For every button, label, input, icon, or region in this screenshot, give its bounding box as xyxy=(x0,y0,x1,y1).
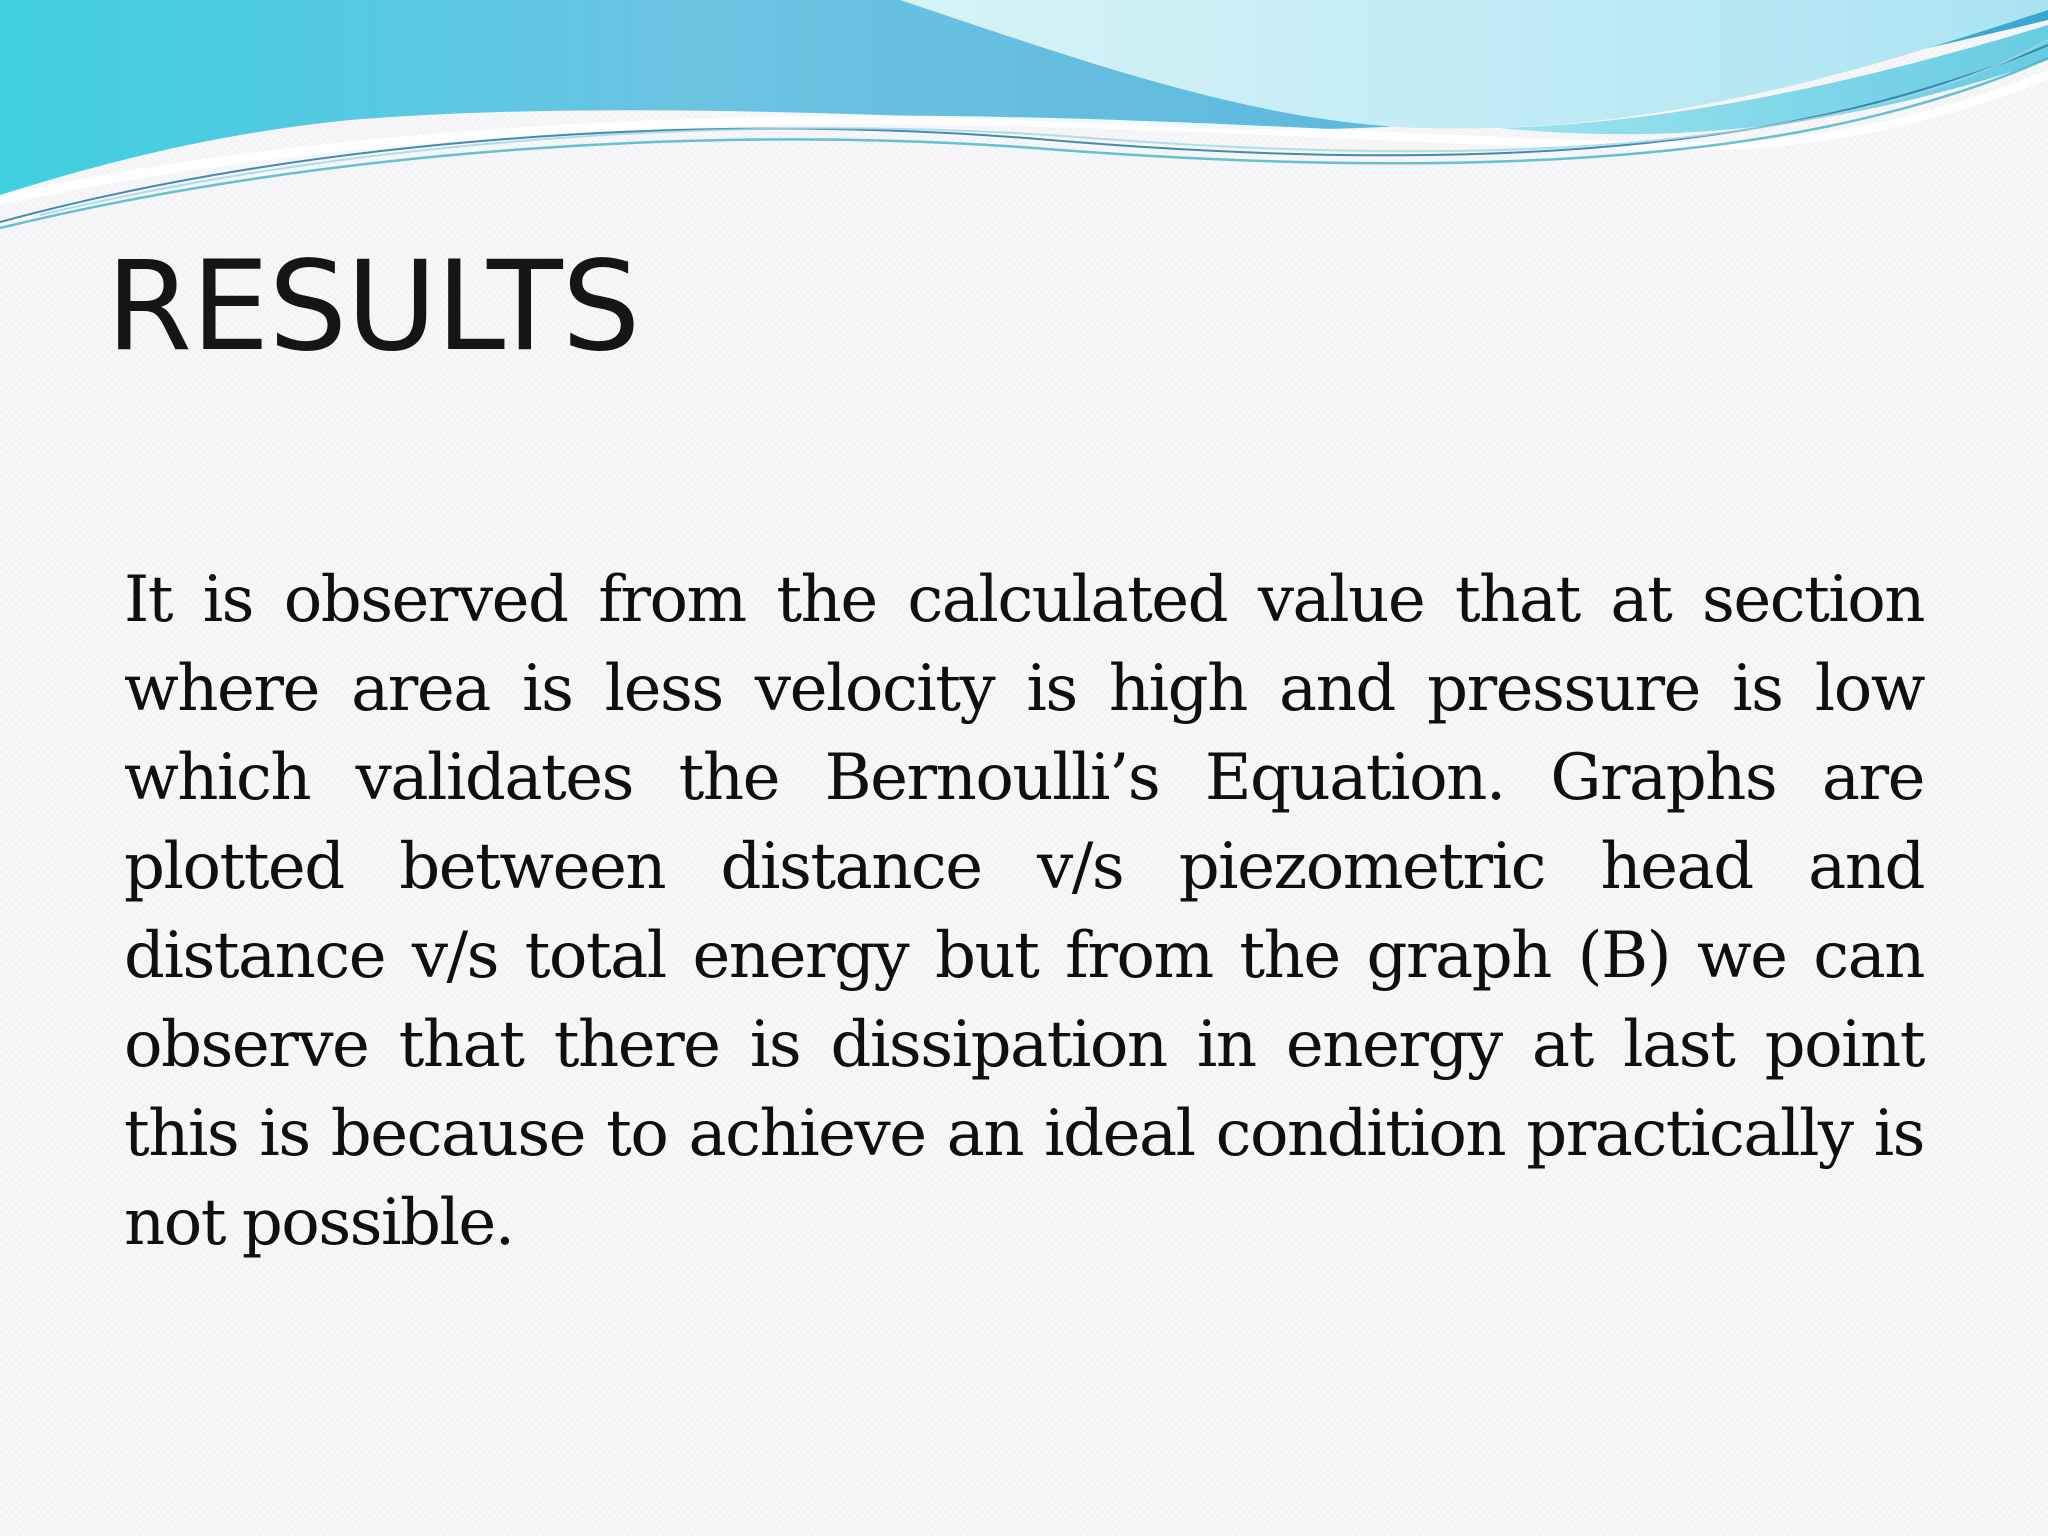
slide-title: RESULTS xyxy=(106,235,640,379)
wave-header-decoration xyxy=(0,0,2048,240)
results-paragraph: It is observed from the calculated value that at section where area is less velocity is high and pressure is low which validates the Bernoulli’s Equation. Graphs are plotted between distance v/s piezometric head and distance v/s total energy but from the graph (B) we can observe that there is dissipation in energy at last point this is because to achieve an ideal condition practically is not possible. xyxy=(124,563,1924,1260)
